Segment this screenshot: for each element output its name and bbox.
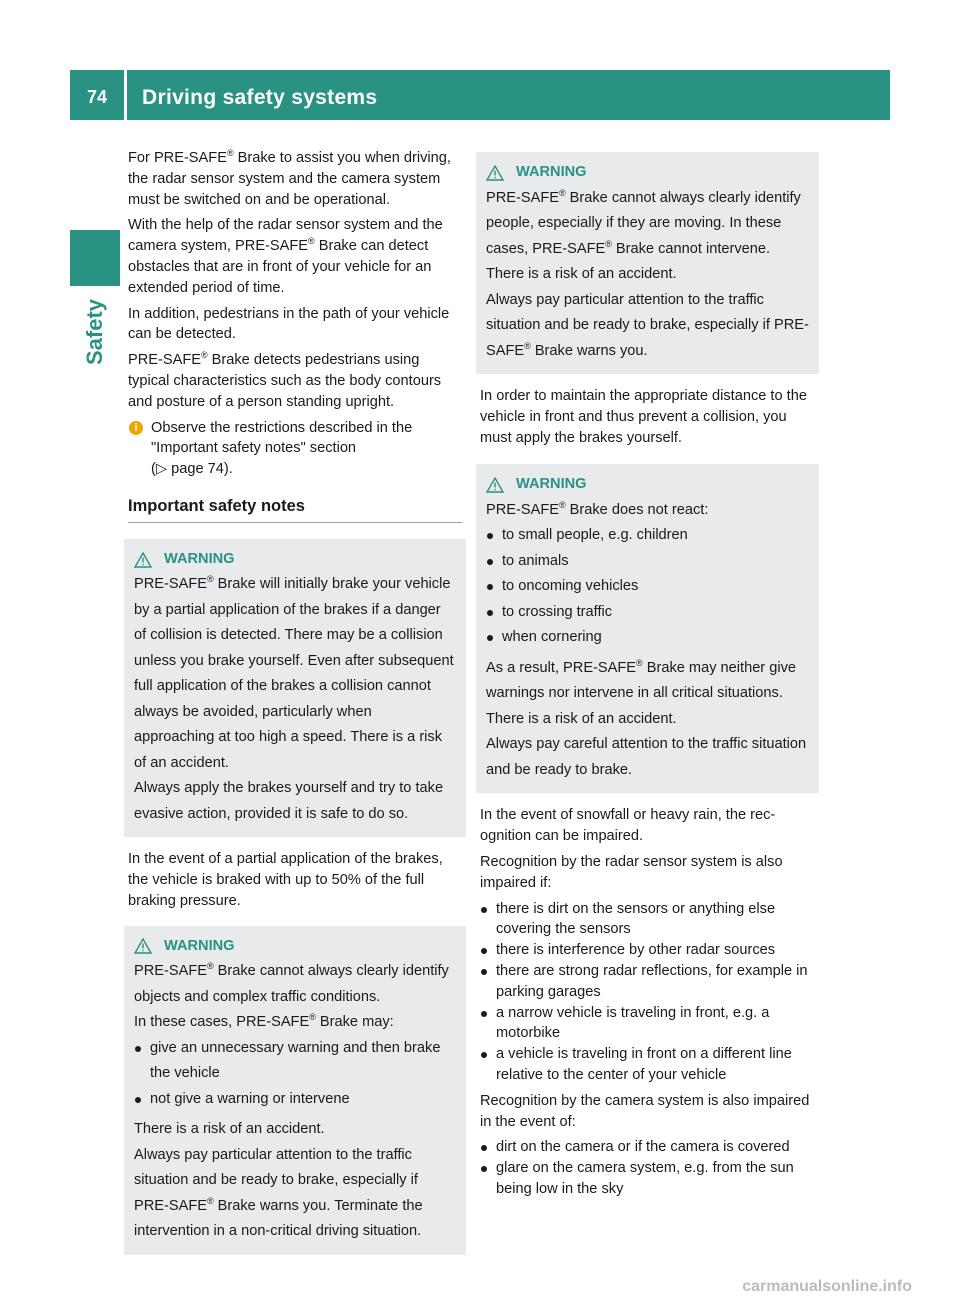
list-item: to small people, e.g. children xyxy=(486,523,809,549)
section-side-tab xyxy=(70,292,120,372)
warning-text: PRE-SAFE® Brake does not react: xyxy=(486,500,709,518)
page-number: 74 xyxy=(86,87,108,107)
warning-box xyxy=(476,464,819,793)
side-tab-label: Safety xyxy=(82,298,107,366)
paragraph: PRE-SAFE® Brake detects pedestrians using typical characteristics such as the body contours and posture of a person standing upright. xyxy=(128,350,442,410)
list-item: to animals xyxy=(486,549,809,575)
left-column xyxy=(128,148,462,1267)
list-item: there are strong radar reflections, for example in parking garages xyxy=(480,961,815,1003)
list-item: there is dirt on the sensors or anything else covering the sensors xyxy=(480,899,815,941)
paragraph: In order to maintain the appropriate distance to the vehicle in front and thus prevent a collision, you must apply the brakes yourself. xyxy=(480,388,807,446)
warning-text: Always pay particular attention to the traffic situation and be ready to brake, especially if PRE-SAFE® Brake warns you. Terminate the intervention in a non-critical driving situation. xyxy=(134,1146,423,1240)
warning-text: PRE-SAFE® Brake cannot always clearly identify objects and complex traffic conditions. xyxy=(134,961,449,1005)
warning-text: PRE-SAFE® Brake cannot always clearly identify people, especially if they are moving. In these cases, PRE-SAFE® Brake cannot intervene. There is a risk of an accident. xyxy=(486,187,801,282)
warning-text: PRE-SAFE® Brake will initially brake your vehicle by a partial application of the brakes if a danger of collision is detected. There may be a collision unless you brake yourself. Even after subsequent full application of the brakes a collision cannot always be avoided, particularly when approaching at too high a speed. There is a risk of an accident. xyxy=(134,574,454,771)
warning-triangle-icon xyxy=(134,938,152,954)
section-heading: Important safety notes xyxy=(128,496,462,523)
warning-label: WARNING xyxy=(516,476,587,493)
warning-triangle-icon xyxy=(134,552,152,568)
list-item: a narrow vehicle is traveling in front, e.g. a motorbike xyxy=(480,1003,815,1045)
side-accent-block xyxy=(70,230,120,286)
watermark: carmanualsonline.info xyxy=(742,1278,912,1295)
info-text: Observe the restrictions described in the "Important safety notes" section xyxy=(151,419,413,457)
list-item: to crossing traffic xyxy=(486,600,809,626)
radar-impairment-list xyxy=(480,899,815,1086)
page-header xyxy=(70,70,890,120)
warning-box xyxy=(124,539,466,838)
warning-list xyxy=(486,523,809,651)
warning-triangle-icon xyxy=(486,477,504,493)
warning-text: Always pay particular attention to the traffic situation and be ready to brake, especially if PRE-SAFE® Brake warns you. xyxy=(486,291,809,359)
warning-box xyxy=(124,926,466,1255)
list-item: give an unnecessary warning and then brake the vehicle xyxy=(134,1036,456,1087)
chapter-title: Driving safety systems xyxy=(142,86,378,109)
page-reference-arrow: (▷ xyxy=(151,461,168,478)
paragraph: For PRE-SAFE® Brake to assist you when driving, the radar sensor system and the camera system must be switched on and be operational. xyxy=(128,148,451,208)
list-item: a vehicle is traveling in front on a different line relative to the center of your vehicle xyxy=(480,1044,815,1086)
warning-box xyxy=(476,152,819,374)
paragraph: In the event of snowfall or heavy rain, the recognition can be impaired. xyxy=(480,807,776,845)
list-item: glare on the camera system, e.g. from the sun being low in the sky xyxy=(480,1158,815,1200)
warning-text: In these cases, PRE-SAFE® Brake may: xyxy=(134,1012,394,1031)
paragraph: In the event of a partial application of the brakes, the vehicle is braked with up to 50% of the full braking pressure. xyxy=(128,851,443,909)
page-reference-link[interactable]: page 74). xyxy=(167,461,233,478)
list-item: to oncoming vehicles xyxy=(486,574,809,600)
right-column xyxy=(480,152,815,1205)
header-divider xyxy=(124,70,127,120)
info-icon: i xyxy=(129,421,143,435)
warning-text: As a result, PRE-SAFE® Brake may neither give warnings nor intervene in all critical situations. There is a risk of an accident. xyxy=(486,658,796,727)
paragraph: Recognition by the camera system is also impaired in the event of: xyxy=(480,1092,810,1130)
warning-label: WARNING xyxy=(164,937,235,954)
warning-list xyxy=(134,1036,456,1113)
warning-label: WARNING xyxy=(164,550,235,567)
warning-triangle-icon xyxy=(486,165,504,181)
info-note xyxy=(128,418,462,480)
list-item: when cornering xyxy=(486,625,809,651)
camera-impairment-list xyxy=(480,1137,815,1199)
warning-text: Always apply the brakes yourself and try to take evasive action, provided it is safe to do so. xyxy=(134,780,444,822)
warning-label: WARNING xyxy=(516,164,587,180)
list-item: dirt on the camera or if the camera is covered xyxy=(480,1137,815,1158)
warning-text: There is a risk of an accident. xyxy=(134,1121,325,1138)
list-item: there is interference by other radar sources xyxy=(480,940,815,961)
paragraph: Recognition by the radar sensor system is also impaired if: xyxy=(480,853,783,891)
paragraph: With the help of the radar sensor system and the camera system, PRE-SAFE® Brake can detect obstacles that are in front of your vehicle for an extended period of time. xyxy=(128,217,443,296)
list-item: not give a warning or intervene xyxy=(134,1087,456,1113)
paragraph: In addition, pedestrians in the path of your vehicle can be detected. xyxy=(128,305,450,343)
warning-text: Always pay careful attention to the traffic situation and be ready to brake. xyxy=(486,736,807,778)
